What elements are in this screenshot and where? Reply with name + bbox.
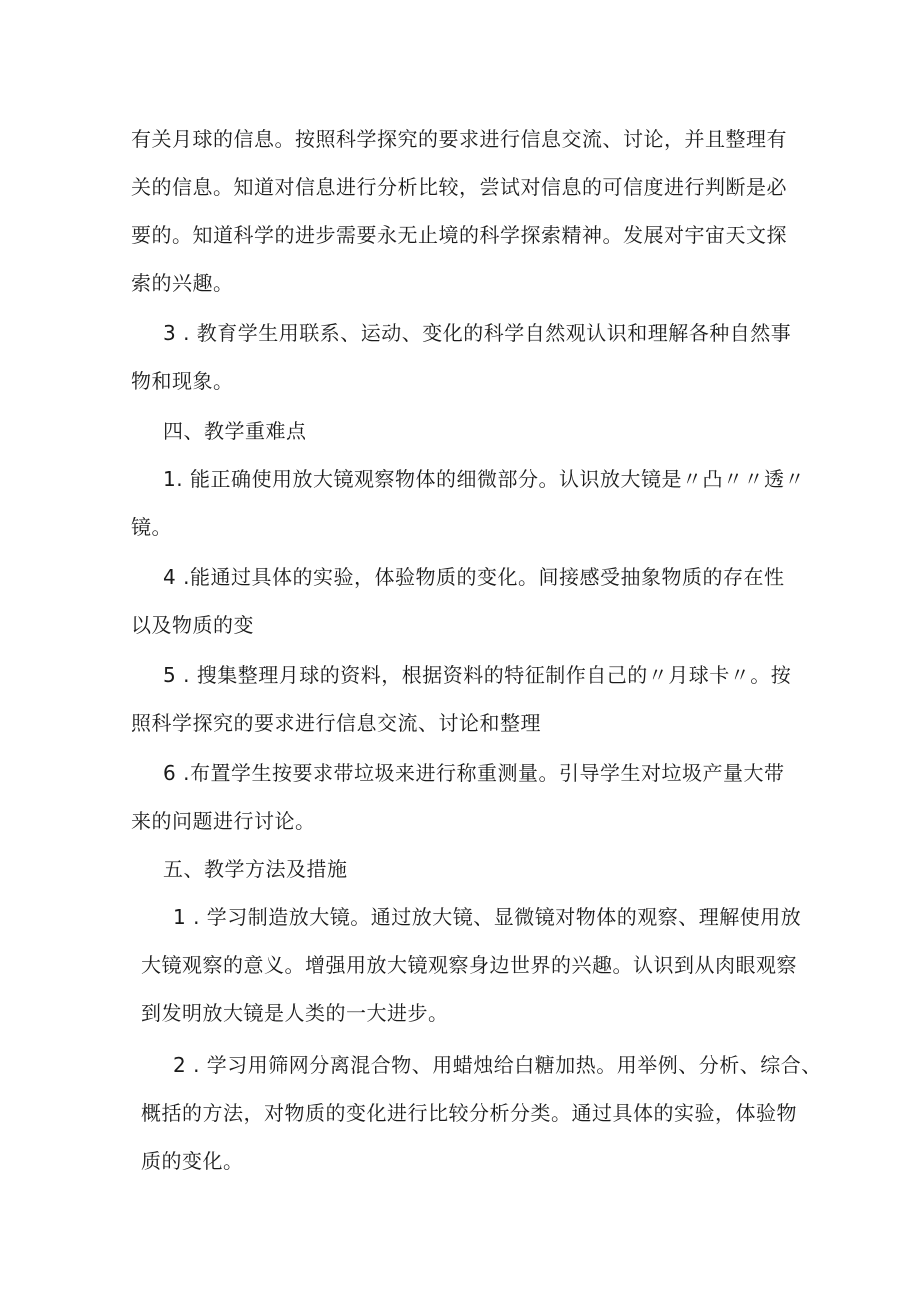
text-line: 五、教学方法及措施 <box>163 857 348 881</box>
text-line: 要的。知道科学的进步需要永无止境的科学探索精神。发展对宇宙天文探 <box>131 223 787 247</box>
paragraph-key-point-4 <box>131 553 791 649</box>
text-line: 索的兴趣。 <box>131 271 234 295</box>
text-line: 镜。 <box>131 515 172 539</box>
text-line: 质的变化。 <box>141 1149 244 1173</box>
text-line: 6 .布置学生按要求带垃圾来进行称重测量。引导学生对垃圾产量大带 <box>163 761 785 785</box>
text-line: 1 . 学习制造放大镜。通过放大镜、显微镜对物体的观察、理解使用放 <box>173 905 802 929</box>
text-line: 有关月球的信息。按照科学探究的要求进行信息交流、讨论，并且整理有 <box>131 127 787 151</box>
text-line: 4 .能通过具体的实验，体验物质的变化。间接感受抽象物质的存在性 <box>163 565 785 589</box>
paragraph-moon-info <box>131 115 791 307</box>
paragraph-key-point-1 <box>131 455 805 551</box>
text-line: 1. 能正确使用放大镜观察物体的细微部分。认识放大镜是〃凸〃〃透〃 <box>163 467 805 491</box>
paragraph-method-2 <box>141 1041 822 1185</box>
paragraph-key-point-5 <box>131 651 791 747</box>
paragraph-method-1 <box>141 893 801 1037</box>
text-line: 关的信息。知道对信息进行分析比较，尝试对信息的可信度进行判断是必 <box>131 175 787 199</box>
text-line: 四、教学重难点 <box>163 419 307 443</box>
text-line: 3 . 教育学生用联系、运动、变化的科学自然观认识和理解各种自然事 <box>163 321 792 345</box>
text-line: 物和现象。 <box>131 369 234 393</box>
text-line: 到发明放大镜是人类的一大进步。 <box>141 1001 449 1025</box>
paragraph-key-point-6 <box>131 749 791 845</box>
section-heading-methods <box>131 845 791 893</box>
text-line: 5 . 搜集整理月球的资料，根据资料的特征制作自己的〃月球卡〃。按 <box>163 663 792 687</box>
text-line: 2 . 学习用筛网分离混合物、用蜡烛给白糖加热。用举例、分析、综合、 <box>173 1053 822 1077</box>
section-heading-key-points <box>131 407 791 455</box>
text-line: 照科学探究的要求进行信息交流、讨论和整理 <box>131 711 541 735</box>
paragraph-item-3 <box>131 309 791 405</box>
text-line: 概括的方法，对物质的变化进行比较分析分类。通过具体的实验，体验物 <box>141 1101 797 1125</box>
text-line: 大镜观察的意义。增强用放大镜观察身边世界的兴趣。认识到从肉眼观察 <box>141 953 797 977</box>
text-line: 来的问题进行讨论。 <box>131 809 316 833</box>
text-line: 以及物质的变 <box>131 613 254 637</box>
